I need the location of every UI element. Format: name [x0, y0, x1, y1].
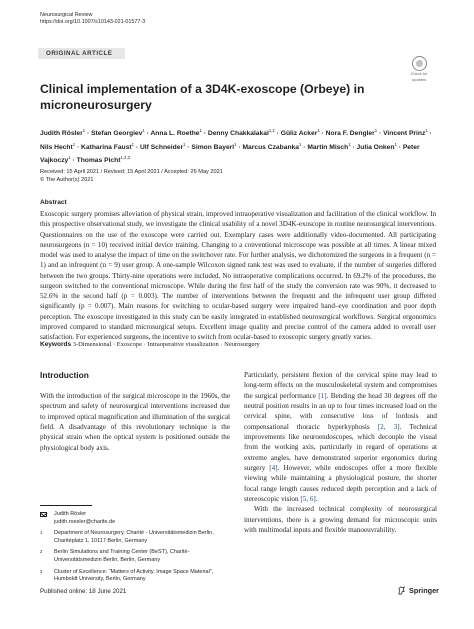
author-name-text: Simon Bayerl [191, 143, 235, 151]
author-separator: · [274, 130, 281, 137]
right-column-text [244, 370, 437, 536]
author-separator: · [396, 143, 403, 151]
affiliation-note [40, 530, 230, 545]
affiliation-number: 2 [40, 549, 43, 555]
affiliation-number: 3 [40, 568, 43, 574]
text-run: Particularly, persistent flexion of the cervical spine may lead to long-term effects on the musculoskeletal system and compromises the surgical performance [244, 371, 437, 400]
author-name-text: Julia Onken [356, 143, 395, 151]
article-dates [40, 168, 223, 185]
text-run: . Bending the head 30 degrees off the neutral position results in an up to four times increased load on the cervical spine, with consecutive loss of lordosis and compensational thoracic hyperkyphosis [244, 391, 437, 431]
author-separator: · [85, 130, 92, 137]
author-name-text: Thomas Picht [76, 157, 121, 165]
author-affiliation-mark: 1 [199, 128, 202, 133]
author-name[interactable] [326, 130, 377, 137]
citation-link[interactable]: [1] [318, 391, 327, 400]
author-name-text: Stefan Georgiev [91, 130, 143, 137]
author-separator: · [319, 130, 326, 137]
publisher-logo [397, 586, 439, 595]
footnote-divider [40, 505, 92, 506]
affiliation-number: 1 [40, 530, 43, 536]
author-name[interactable] [281, 130, 320, 137]
citation-link[interactable]: [5, 6] [300, 495, 316, 504]
article-type-label: ORIGINAL ARTICLE [46, 50, 113, 57]
article-title: Clinical implementation of a 3D4K-exoscope (Orbeye) in microneurosurgery [40, 82, 365, 112]
journal-name: Neurosurgical Review [40, 12, 93, 18]
author-affiliation-mark: 1 [131, 141, 134, 147]
affiliation-text: Department of Neurosurgery, Charité - Universitätsmedizin Berlin, Charitéplatz 1, 10117 Berlin, Germany [54, 530, 214, 544]
keywords-line [40, 340, 436, 349]
author-affiliation-mark: 1 [72, 141, 76, 147]
published-date: Published online: 18 June 2021 [40, 588, 127, 595]
author-affiliation-mark: 1 [317, 128, 320, 133]
author-name[interactable] [242, 141, 302, 151]
author-affiliation-mark: 1,2,3 [120, 155, 131, 161]
author-name[interactable] [40, 141, 76, 151]
author-name-text: Peter Vajkoczy [40, 143, 420, 165]
correspondence-name: Judith Rösler [54, 511, 87, 517]
abstract-text: Exoscopic surgery promises alleviation of physical strain, improved intraoperative visualization and facilitation of the clinical workflow. In this prospective observational study, we investigate the clinical usability of a novel 3D4K-exoscope in routine neurosurgical interventions. Questionnaires on the use of the exoscope were carried out. Exemplary cases were additionally video-documented. All participating neurosurgeons (n = 10) received initial device training. Changing to a conventional microscope was possible at all times. A linear mixed model was used to analyse the impact of time on the switchover rate. For further analysis, we dichotomized the surgeons in a frequent (n = 1) and an infrequent (n = 9) user group. A one-sample Wilcoxon signed rank test was used to evaluate, if the number of surgeries differed between the two groups. Thirty-nine operations were included. No intraoperative complications occurred. In 69.2% of the procedures, the surgeon switched to the conventional microscope. While during the first half of the study the conversion rate was 90%, it decreased to 52.6% in the second half (p = 0.003). The number of interventions between the frequent and the infrequent user group differed significantly (p = 0.007). Main reasons for switching to ocular-based surgery were impaired hand–eye coordination and poor depth perception. The exoscope investigated in this study can be easily integrated in established neurosurgical workflows. Surgical ergonomics improved compared to standard microsurgical setups. Excellent image quality and precise control of the camera added to overall user satisfaction. For experienced surgeons, the incentive to switch from ocular-based to exoscopic surgery greatly varies. [40, 210, 436, 341]
citation-link[interactable]: [2, 3] [377, 422, 400, 431]
author-separator: · [144, 130, 151, 137]
author-affiliation-mark: 1 [348, 141, 351, 147]
introduction-heading: Introduction [40, 370, 89, 380]
author-separator: · [377, 130, 384, 137]
author-separator: · [427, 130, 432, 137]
author-name[interactable] [91, 130, 145, 137]
author-affiliation-mark: 1,2 [268, 128, 275, 133]
author-name[interactable] [383, 130, 428, 137]
author-affiliation-mark: 1 [374, 128, 378, 133]
author-affiliation-mark: 1 [394, 141, 397, 147]
crossmark-icon [412, 56, 427, 71]
paragraph: With the increased technical complexity of neurosurgical interventions, there is a growing demand for microscopic units with multimodal inputs and flexible manoeuvrability. [244, 505, 437, 535]
crossmark-line2: updates [411, 76, 427, 82]
text-run: . [315, 495, 318, 504]
author-name[interactable] [81, 141, 134, 151]
affiliation-note [40, 549, 230, 564]
author-name-text: Anna L. Roethe [150, 130, 200, 137]
abstract-heading: Abstract [40, 199, 67, 206]
author-affiliation-mark: 1 [234, 141, 237, 147]
author-name-text: Martin Misch [307, 143, 349, 151]
text-run: . Technical improvements like neuroendoscopes, which decouple the visual from the working axis, particularly in regard of operations at extreme angles, have demonstrated superior ergonomics during surgery [244, 422, 437, 473]
author-separator: · [236, 143, 243, 151]
paragraph [244, 370, 437, 504]
author-name-text: Güliz Acker [280, 130, 318, 137]
author-name[interactable] [208, 130, 275, 137]
author-name-text: Marcus Czabanka [242, 143, 299, 151]
author-name-text: Katharina Faust [81, 143, 132, 151]
author-name-text: Nora F. Dengler [325, 130, 375, 137]
author-name[interactable] [191, 141, 237, 151]
author-name-text: Denny Chakkalakal [207, 130, 269, 137]
author-separator: · [75, 143, 82, 151]
citation-link[interactable]: [4] [269, 464, 278, 473]
copyright-line: © The Author(s) 2021 [40, 177, 94, 184]
crossmark-line1: Check for [410, 71, 428, 76]
keywords-label: Keywords [40, 341, 72, 348]
doi-link[interactable]: https://doi.org/10.1007/s10143-021-01577-3 [40, 19, 146, 26]
affiliation-text: Cluster of Excellence: “Matters of Activity. Image Space Material”, Humboldt University, Berlin, Germany [54, 568, 214, 583]
author-separator: · [133, 143, 140, 151]
author-affiliation-mark: 1 [68, 155, 71, 161]
text-run: . However, while endoscopes offer a more flexible viewing while maintaining a physiological posture, the shorter focal range length causes reduced depth perception and a lack of stereoscopic vision [244, 464, 437, 504]
introduction-text: With the introduction of the surgical microscope in the 1960s, the spectrum and safety of neurosurgical interventions increased due to improved optical magnification and illumination of the surgical field. A disadvantage of this revolutionary technique is the physical strain when the optical system is positioned outside the physiological body axis. [40, 392, 230, 452]
correspondence-email[interactable]: judith.roesler@charite.de [54, 518, 116, 525]
author-separator: · [201, 130, 208, 137]
journal-header [40, 12, 145, 26]
author-name[interactable] [40, 130, 85, 137]
author-name-text: Nils Hecht [40, 143, 73, 151]
author-affiliation-mark: 1 [82, 128, 86, 133]
author-name-text: Judith Rösler [40, 130, 83, 137]
envelope-icon [40, 512, 47, 517]
author-separator: · [350, 143, 357, 151]
history-dates: Received: 15 April 2021 / Revised: 15 April 2021 / Accepted: 26 May 2021 [40, 169, 223, 175]
affiliation-text: Berlin Simulations and Training Center (BeST), Charité-Universitätsmedizin Berlin, Berlin, Germany [54, 549, 190, 563]
author-list [40, 126, 440, 167]
author-name-text: Vincent Prinz [383, 130, 426, 137]
check-for-updates-badge[interactable] [406, 56, 432, 80]
keywords-text: 3-Dimensional · Exoscope · Intraoperative visualization · Neurosurgery [72, 341, 260, 348]
springer-horse-icon [397, 586, 406, 595]
author-name[interactable] [139, 141, 186, 151]
author-affiliation-mark: 1 [425, 128, 428, 133]
footnotes [40, 511, 230, 588]
author-name[interactable] [77, 157, 130, 164]
author-separator: · [301, 143, 308, 151]
author-name[interactable] [150, 130, 201, 137]
author-separator: · [70, 157, 77, 165]
author-name[interactable] [307, 141, 351, 151]
affiliation-note [40, 569, 230, 584]
author-affiliation-mark: 1 [142, 128, 145, 133]
author-name[interactable] [356, 141, 397, 151]
author-separator: · [185, 143, 192, 151]
publisher-name: Springer [409, 586, 440, 595]
author-affiliation-mark: 1 [183, 141, 186, 147]
author-affiliation-mark: 1 [298, 141, 302, 147]
author-name-text: Ulf Schneider [139, 143, 184, 151]
correspondence-note [40, 511, 230, 526]
